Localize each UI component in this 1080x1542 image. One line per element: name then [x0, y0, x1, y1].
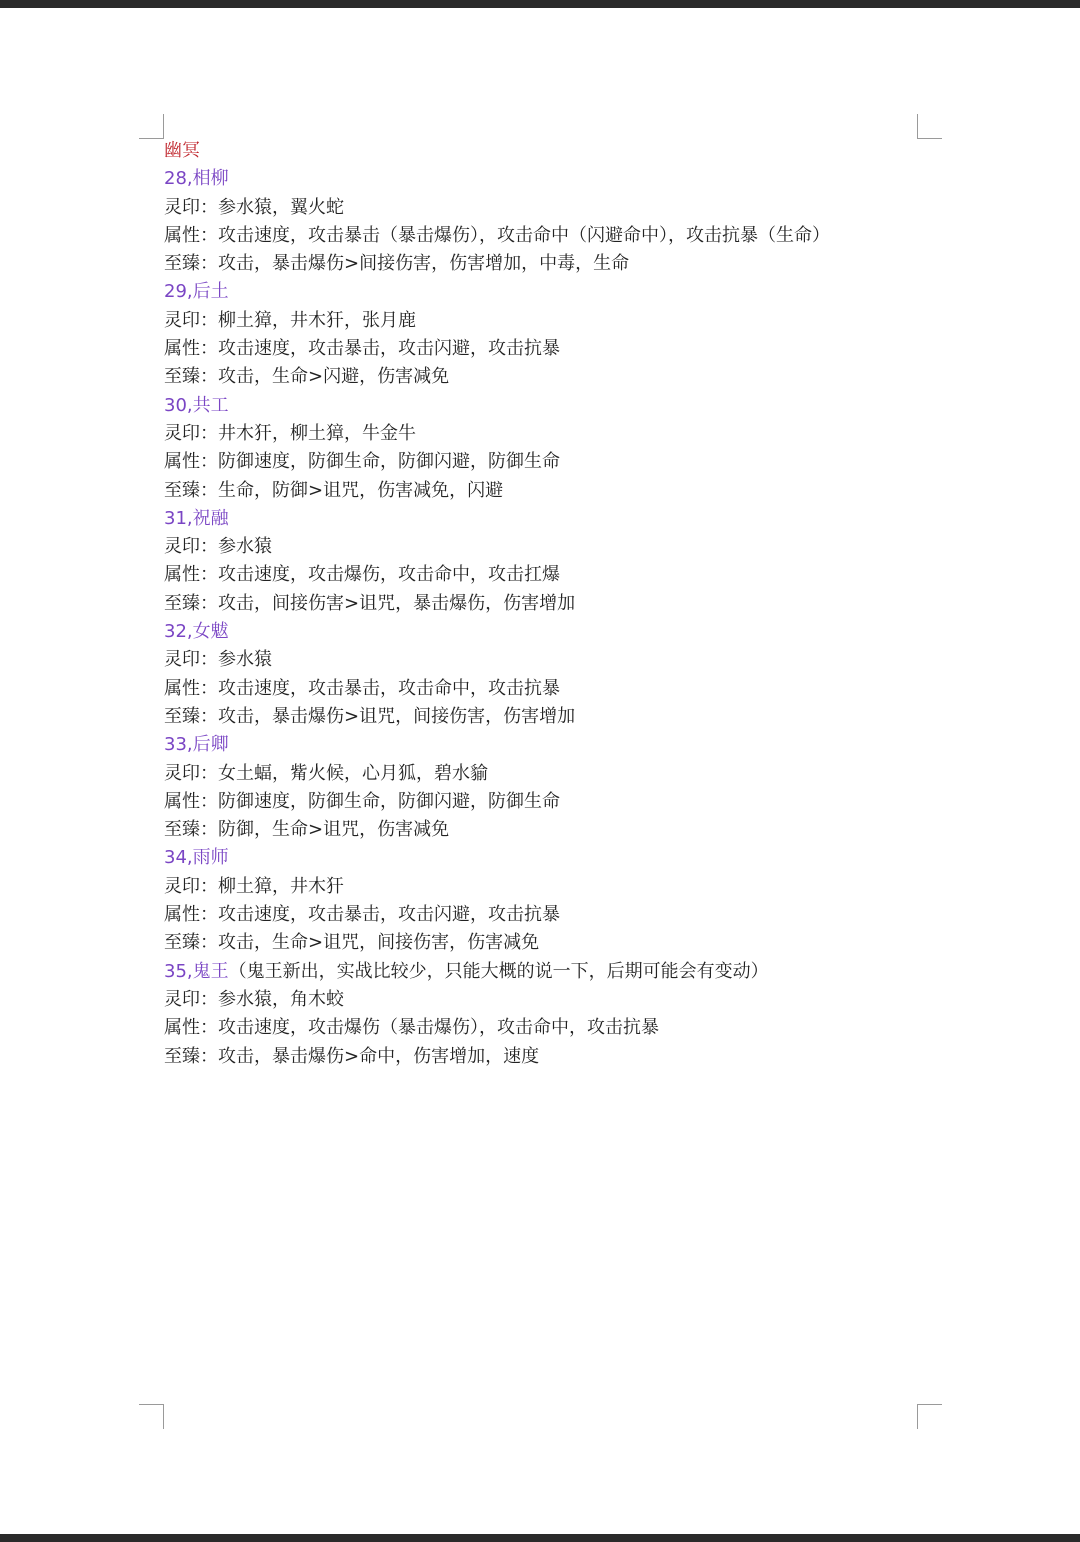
entry-shuxing: 属性：攻击速度，攻击暴击，攻击闪避，攻击抗暴 — [164, 904, 560, 926]
entry-lingyin: 灵印：柳土獐，井木犴 — [164, 875, 344, 897]
entry-shuxing: 属性：攻击速度，攻击暴击（暴击爆伤），攻击命中（闪避命中），攻击抗暴（生命） — [164, 224, 830, 246]
bottom-edge-bar — [0, 1534, 1080, 1542]
entry-heading: 35,鬼王 — [164, 960, 229, 982]
entry-zhizhen: 至臻：攻击，间接伤害>诅咒，暴击爆伤，伤害增加 — [164, 592, 576, 614]
entry-lingyin: 灵印：参水猿 — [164, 536, 272, 558]
entry-heading: 28,相柳 — [164, 168, 229, 190]
document-body — [164, 137, 924, 1071]
entry-shuxing: 属性：防御速度，防御生命，防御闪避，防御生命 — [164, 451, 560, 473]
entry-lingyin: 灵印：参水猿，角木蛟 — [164, 988, 344, 1010]
entry-lingyin: 灵印：参水猿，翼火蛇 — [164, 196, 344, 218]
top-edge-bar — [0, 0, 1080, 8]
crop-mark-bottom-right — [917, 1404, 942, 1429]
section-title: 幽冥 — [164, 140, 200, 161]
crop-mark-top-left — [139, 114, 164, 139]
entry-shuxing: 属性：攻击速度，攻击暴击，攻击闪避，攻击抗暴 — [164, 338, 560, 360]
entry-heading-row — [164, 958, 924, 986]
crop-mark-bottom-left — [139, 1404, 164, 1429]
entry-zhizhen: 至臻：攻击，生命>闪避，伤害减免 — [164, 366, 450, 388]
entry-heading: 32,女魃 — [164, 621, 229, 643]
entry-zhizhen: 至臻：攻击，暴击爆伤>命中，伤害增加，速度 — [164, 1045, 540, 1067]
entry-heading: 30,共工 — [164, 394, 229, 416]
entry-lingyin: 灵印：井木犴，柳土獐，牛金牛 — [164, 422, 416, 444]
crop-mark-top-right — [917, 114, 942, 139]
entry-note: （鬼王新出，实战比较少，只能大概的说一下，后期可能会有变动） — [228, 960, 769, 982]
entry-heading: 29,后土 — [164, 281, 229, 303]
entry-zhizhen: 至臻：攻击，生命>诅咒，间接伤害，伤害减免 — [164, 932, 540, 954]
entry-lingyin: 灵印：柳土獐，井木犴，张月鹿 — [164, 309, 416, 331]
entry-heading: 31,祝融 — [164, 507, 229, 529]
entry-shuxing: 属性：攻击速度，攻击爆伤（暴击爆伤），攻击命中，攻击抗暴 — [164, 1017, 659, 1039]
entry-zhizhen: 至臻：生命，防御>诅咒，伤害减免，闪避 — [164, 479, 504, 501]
entry-shuxing: 属性：防御速度，防御生命，防御闪避，防御生命 — [164, 790, 560, 812]
entry-zhizhen: 至臻：防御，生命>诅咒，伤害减免 — [164, 819, 450, 841]
entry-lingyin: 灵印：参水猿 — [164, 649, 272, 671]
entry-heading: 34,雨师 — [164, 847, 229, 869]
entry-zhizhen: 至臻：攻击，暴击爆伤>诅咒，间接伤害，伤害增加 — [164, 705, 576, 727]
entry-lingyin: 灵印：女土蝠，觜火候，心月狐，碧水貐 — [164, 762, 488, 784]
entry-shuxing: 属性：攻击速度，攻击爆伤，攻击命中，攻击扛爆 — [164, 564, 560, 586]
entry-heading: 33,后卿 — [164, 734, 229, 756]
entry-shuxing: 属性：攻击速度，攻击暴击，攻击命中，攻击抗暴 — [164, 677, 560, 699]
entry-zhizhen: 至臻：攻击，暴击爆伤>间接伤害，伤害增加，中毒，生命 — [164, 253, 630, 275]
